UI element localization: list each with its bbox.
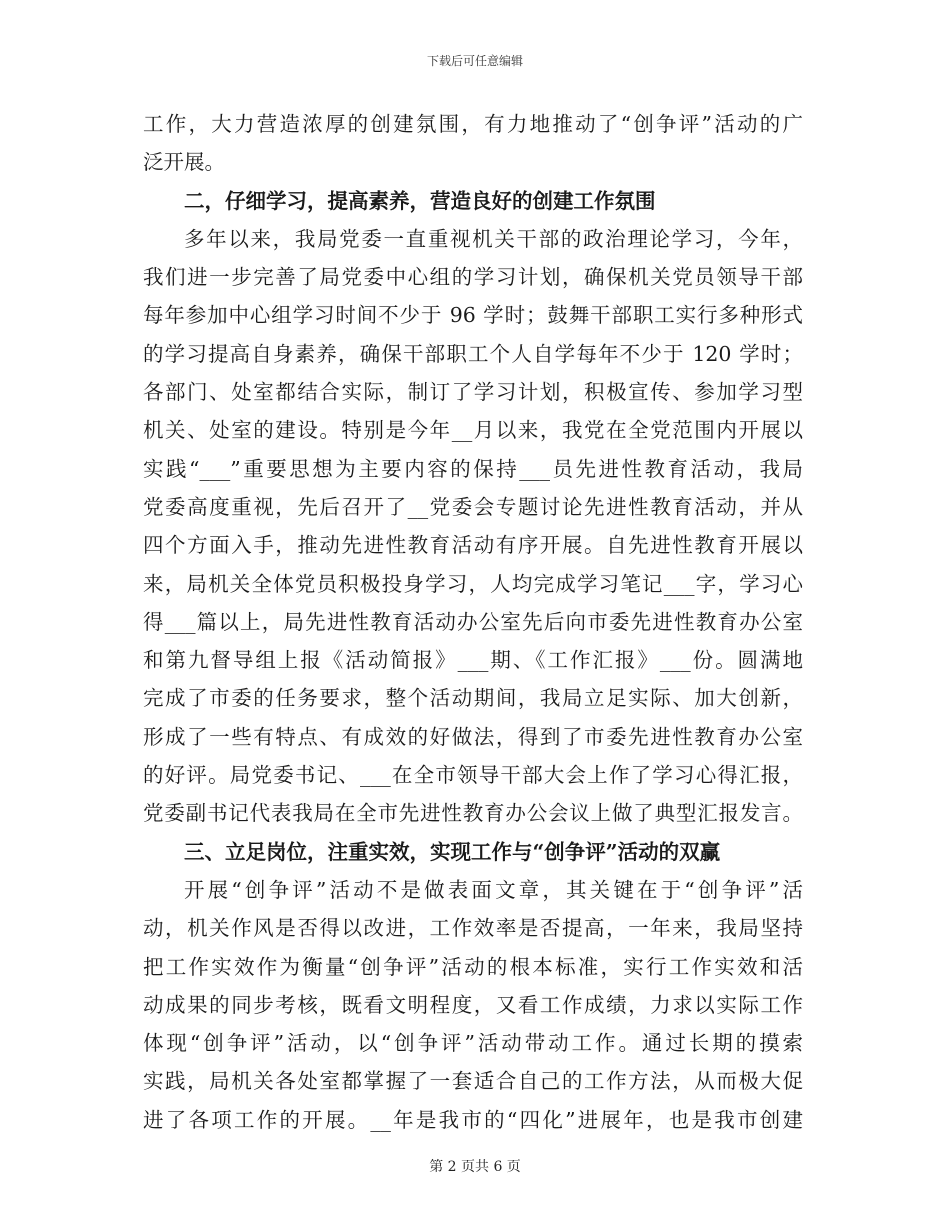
paragraph-line: 四个方面入手，推动先进性教育活动有序开展。自先进性教育开展以 xyxy=(143,533,803,558)
document-body xyxy=(143,105,803,1139)
paragraph-line: 和第九督导组上报《活动简报》___期、《工作汇报》___份。圆满地 xyxy=(143,648,803,673)
paragraph-line: 我们进一步完善了局党委中心组的学习计划，确保机关党员领导干部 xyxy=(143,265,803,290)
paragraph-line: 动，机关作风是否得以改进，工作效率是否提高，一年来，我局坚持 xyxy=(143,916,803,941)
paragraph-line: 工作，大力营造浓厚的创建氛围，有力地推动了“创争评”活动的广 xyxy=(143,112,803,136)
paragraph-line: 把工作实效作为衡量“创争评”活动的根本标准，实行工作实效和活 xyxy=(143,954,803,979)
paragraph-line: 党委高度重视，先后召开了__党委会专题讨论先进性教育活动，并从 xyxy=(143,494,803,519)
paragraph-line: 来，局机关全体党员积极投身学习，人均完成学习笔记___字，学习心 xyxy=(143,571,803,596)
paragraph-line: 得___篇以上，局先进性教育活动办公室先后向市委先进性教育办公室 xyxy=(143,609,803,634)
paragraph-line: 完成了市委的任务要求，整个活动期间，我局立足实际、加大创新， xyxy=(143,686,803,711)
paragraph-line: 实践“___”重要思想为主要内容的保持___员先进性教育活动，我局 xyxy=(143,456,803,481)
paragraph-line: 的好评。局党委书记、___在全市领导干部大会上作了学习心得汇报， xyxy=(143,763,803,788)
paragraph-first-line: 开展“创争评”活动不是做表面文章，其关键在于“创争评”活 xyxy=(184,877,803,902)
paragraph-line: 形成了一些有特点、有成效的好做法，得到了市委先进性教育办公室 xyxy=(143,724,803,749)
paragraph-line: 进了各项工作的开展。__年是我市的“四化”进展年，也是我市创建 xyxy=(143,1107,803,1132)
paragraph-first-line: 多年以来，我局党委一直重视机关干部的政治理论学习，今年， xyxy=(184,226,803,251)
paragraph-last-line: 泛开展。 xyxy=(143,150,225,175)
paragraph-line: 实践，局机关各处室都掌握了一套适合自己的工作方法，从而极大促 xyxy=(143,1069,803,1094)
page-number: 第 2 页共 6 页 xyxy=(429,1159,521,1175)
section-heading: 二，仔细学习，提高素养，营造良好的创建工作氛围 xyxy=(184,188,656,213)
paragraph-line: 每年参加中心组学习时间不少于 96 学时；鼓舞干部职工实行多种形式 xyxy=(143,303,803,328)
paragraph-line: 党委副书记代表我局在全市先进性教育办公会议上做了典型汇报发言。 xyxy=(143,801,803,826)
paragraph-line: 动成果的同步考核，既看文明程度，又看工作成绩，力求以实际工作 xyxy=(143,992,803,1017)
paragraph-line: 各部门、处室都结合实际，制订了学习计划，积极宣传、参加学习型 xyxy=(143,380,803,405)
page-header: 下载后可任意编辑 xyxy=(426,54,523,68)
section-heading: 三、立足岗位，注重实效，实现工作与“创争评”活动的双赢 xyxy=(184,839,721,864)
paragraph-line: 体现“创争评”活动，以“创争评”活动带动工作。通过长期的摸索 xyxy=(143,1031,803,1056)
paragraph-line: 机关、处室的建设。特别是今年__月以来，我党在全党范围内开展以 xyxy=(143,418,803,443)
paragraph-line: 的学习提高自身素养，确保干部职工个人自学每年不少于 120 学时； xyxy=(143,341,803,366)
